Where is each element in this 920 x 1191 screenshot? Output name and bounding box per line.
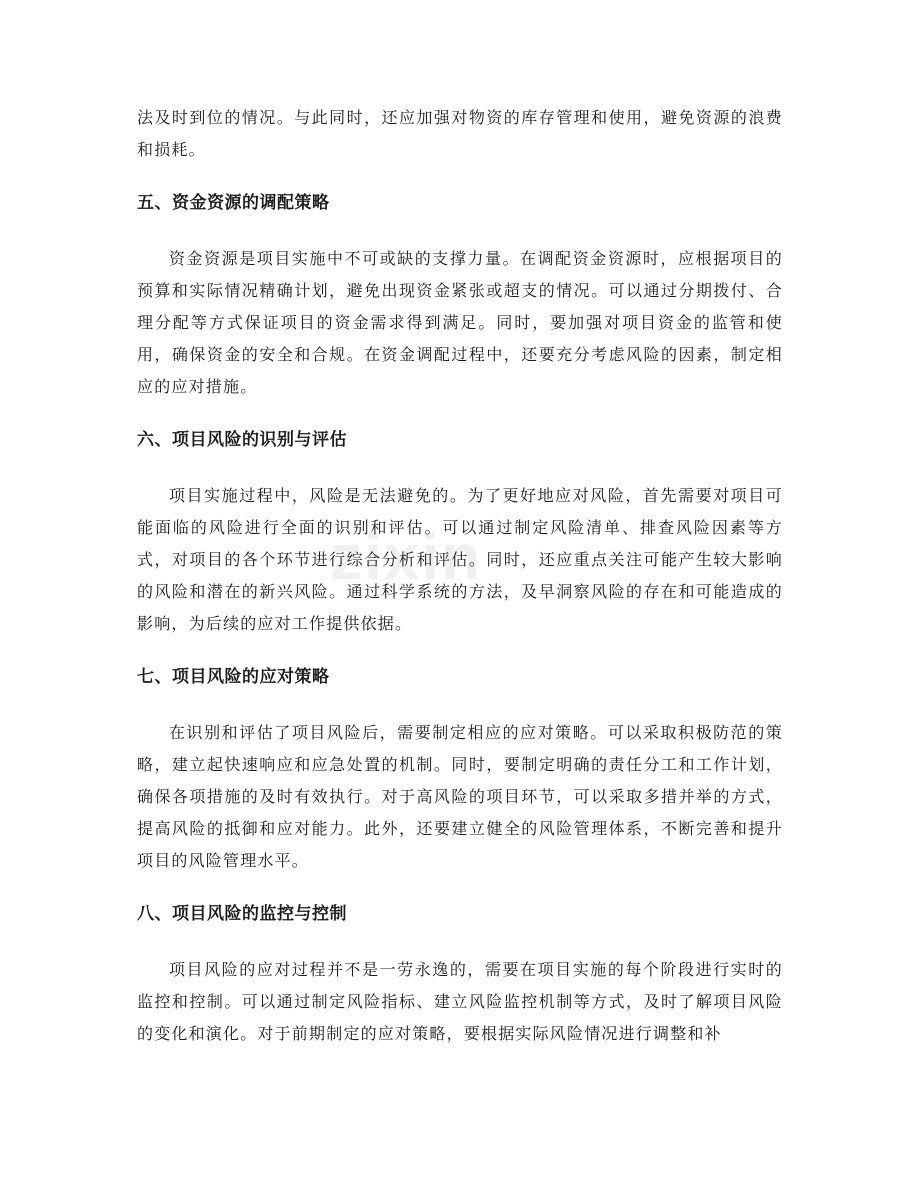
section-heading-5: 五、资金资源的调配策略: [137, 193, 330, 213]
section-body-7: 在识别和评估了项目风险后，需要制定相应的应对策略。可以采取积极防范的策略，建立起快速响应和应急处置的机制。同时，要制定明确的责任分工和工作计划，确保各项措施的及时有效执行。对于高风险的项目环节，可以采取多措并举的方式，提高风险的抵御和应对能力。此外，还要建立健全的风险管理体系，不断完善和提升项目的风险管理水平。: [137, 723, 783, 870]
section-heading-8: 八、项目风险的监控与控制: [137, 904, 347, 924]
document-body: [137, 102, 783, 1050]
section-heading-7: 七、项目风险的应对策略: [137, 667, 330, 687]
intro-paragraph: 法及时到位的情况。与此同时，还应加强对物资的库存管理和使用，避免资源的浪费和损耗。: [137, 108, 783, 159]
section-heading-6: 六、项目风险的识别与评估: [137, 430, 347, 450]
watermark: zixin: [330, 521, 483, 593]
section-body-6: 项目实施过程中，风险是无法避免的。为了更好地应对风险，首先需要对项目可能面临的风险进行全面的识别和评估。可以通过制定风险清单、排查风险因素等方式，对项目的各个环节进行综合分析和评估。同时，还应重点关注可能产生较大影响的风险和潜在的新兴风险。通过科学系统的方法，及早洞察风险的存在和可能造成的影响，为后续的应对工作提供依据。: [137, 486, 783, 633]
section-body-5: 资金资源是项目实施中不可或缺的支撑力量。在调配资金资源时，应根据项目的预算和实际情况精确计划，避免出现资金紧张或超支的情况。可以通过分期拨付、合理分配等方式保证项目的资金需求得到满足。同时，要加强对项目资金的监管和使用，确保资金的安全和合规。在资金调配过程中，还要充分考虑风险的因素，制定相应的应对措施。: [137, 249, 783, 396]
section-body-8: 项目风险的应对过程并不是一劳永逸的，需要在项目实施的每个阶段进行实时的监控和控制。可以通过制定风险指标、建立风险监控机制等方式，及时了解项目风险的变化和演化。对于前期制定的应对策略，要根据实际风险情况进行调整和补: [137, 960, 783, 1043]
